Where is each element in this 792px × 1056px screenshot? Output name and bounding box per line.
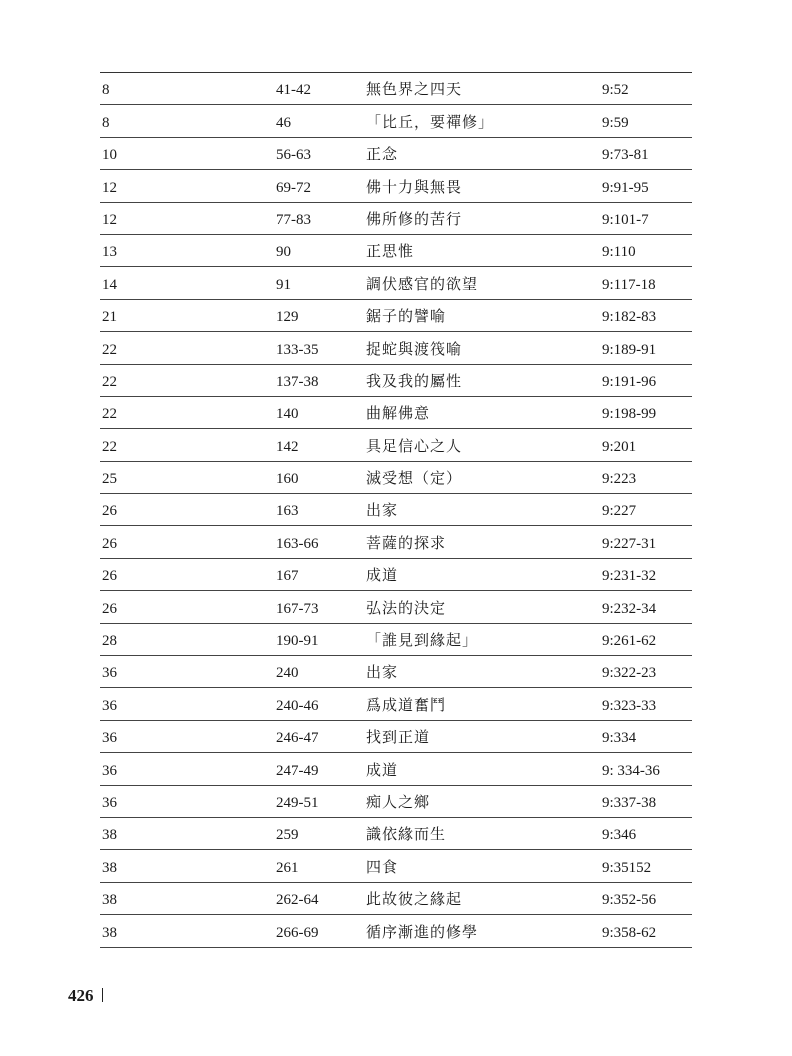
sutta-number-cell: 22	[102, 438, 117, 455]
table-row	[100, 203, 692, 235]
sutta-number-cell: 36	[102, 665, 117, 682]
page-range-cell: 266-69	[276, 924, 319, 941]
page-range-cell: 41-42	[276, 82, 311, 99]
table-row	[100, 462, 692, 494]
table-row	[100, 235, 692, 267]
table-row	[100, 559, 692, 591]
topic-cell: 曲解佛意	[366, 406, 431, 423]
reference-cell: 9:337-38	[602, 794, 657, 811]
reference-cell: 9:358-62	[602, 924, 657, 941]
sutta-number-cell: 36	[102, 762, 117, 779]
page-range-cell: 69-72	[276, 179, 311, 196]
reference-cell: 9:346	[602, 827, 637, 844]
reference-cell: 9:52	[602, 82, 629, 99]
topic-cell: 四食	[366, 859, 399, 876]
topic-cell: 無色界之四天	[366, 82, 463, 99]
topic-cell: 我及我的屬性	[366, 373, 463, 390]
topic-cell: 鋸子的譬喻	[366, 309, 447, 326]
reference-cell: 9:198-99	[602, 406, 657, 423]
reference-cell: 9:232-34	[602, 600, 657, 617]
reference-cell: 9:261-62	[602, 633, 657, 650]
sutta-number-cell: 8	[102, 114, 110, 131]
sutta-number-cell: 36	[102, 730, 117, 747]
page-range-cell: 56-63	[276, 147, 311, 164]
page-range-cell: 247-49	[276, 762, 319, 779]
reference-cell: 9:227	[602, 503, 637, 520]
page-range-cell: 259	[276, 827, 299, 844]
reference-cell: 9:191-96	[602, 373, 657, 390]
page-range-cell: 190-91	[276, 633, 319, 650]
table-row	[100, 73, 692, 105]
topic-cell: 爲成道奮鬥	[366, 697, 447, 714]
table-row	[100, 526, 692, 558]
page-range-cell: 77-83	[276, 211, 311, 228]
table-row	[100, 170, 692, 202]
page-range-cell: 261	[276, 859, 299, 876]
topic-cell: 此故彼之緣起	[366, 892, 463, 909]
table-row	[100, 365, 692, 397]
page-number: 426	[68, 986, 94, 1005]
topic-cell: 弘法的決定	[366, 600, 447, 617]
topic-cell: 痴人之鄉	[366, 794, 431, 811]
reference-cell: 9:322-23	[602, 665, 657, 682]
reference-cell: 9:117-18	[602, 276, 656, 293]
page-number-divider	[102, 988, 103, 1002]
sutta-number-cell: 38	[102, 827, 117, 844]
page-range-cell: 137-38	[276, 373, 319, 390]
reference-cell: 9:334	[602, 730, 637, 747]
table-row	[100, 300, 692, 332]
page-range-cell: 140	[276, 406, 299, 423]
sutta-number-cell: 26	[102, 568, 117, 585]
topic-cell: 佛十力與無畏	[366, 179, 463, 196]
table-row	[100, 721, 692, 753]
sutta-number-cell: 22	[102, 406, 117, 423]
sutta-number-cell: 38	[102, 859, 117, 876]
reference-cell: 9:227-31	[602, 535, 657, 552]
sutta-number-cell: 12	[102, 211, 117, 228]
page-range-cell: 90	[276, 244, 291, 261]
table-row	[100, 332, 692, 364]
topic-cell: 滅受想（定）	[366, 471, 463, 488]
page-range-cell: 129	[276, 309, 299, 326]
topic-cell: 捉蛇與渡筏喻	[366, 341, 463, 358]
table-row	[100, 786, 692, 818]
reference-cell: 9:323-33	[602, 697, 657, 714]
reference-cell: 9:223	[602, 471, 637, 488]
topic-cell: 具足信心之人	[366, 438, 463, 455]
sutta-number-cell: 38	[102, 892, 117, 909]
sutta-number-cell: 26	[102, 600, 117, 617]
page-range-cell: 262-64	[276, 892, 319, 909]
page-footer	[68, 986, 103, 1006]
sutta-number-cell: 14	[102, 276, 117, 293]
reference-cell: 9:231-32	[602, 568, 657, 585]
topic-cell: 菩薩的探求	[366, 535, 447, 552]
sutta-number-cell: 28	[102, 633, 117, 650]
page-range-cell: 133-35	[276, 341, 319, 358]
sutta-number-cell: 25	[102, 471, 117, 488]
reference-cell: 9:201	[602, 438, 637, 455]
reference-cell: 9:91-95	[602, 179, 649, 196]
table-row	[100, 429, 692, 461]
table-row	[100, 915, 692, 947]
sutta-number-cell: 26	[102, 503, 117, 520]
page-range-cell: 167-73	[276, 600, 319, 617]
reference-cell: 9:73-81	[602, 147, 649, 164]
table-row	[100, 591, 692, 623]
table-row	[100, 883, 692, 915]
topic-cell: 調伏感官的欲望	[366, 276, 479, 293]
topic-cell: 「比丘，要禪修」	[366, 114, 495, 131]
sutta-number-cell: 26	[102, 535, 117, 552]
topic-cell: 找到正道	[366, 730, 431, 747]
table-row	[100, 656, 692, 688]
topic-cell: 識依緣而生	[366, 827, 447, 844]
table-row	[100, 138, 692, 170]
page-range-cell: 240-46	[276, 697, 319, 714]
reference-cell: 9:35152	[602, 859, 652, 876]
page-range-cell: 46	[276, 114, 291, 131]
sutta-number-cell: 22	[102, 341, 117, 358]
table-row	[100, 494, 692, 526]
sutta-number-cell: 10	[102, 147, 117, 164]
page-range-cell: 163-66	[276, 535, 319, 552]
topic-cell: 成道	[366, 762, 399, 779]
topic-cell: 出家	[366, 503, 399, 520]
page-range-cell: 160	[276, 471, 299, 488]
sutta-number-cell: 8	[102, 82, 110, 99]
topic-cell: 循序漸進的修學	[366, 924, 479, 941]
reference-cell: 9:352-56	[602, 892, 657, 909]
sutta-number-cell: 21	[102, 309, 117, 326]
reference-cell: 9:101-7	[602, 211, 649, 228]
table-row	[100, 753, 692, 785]
page-range-cell: 142	[276, 438, 299, 455]
topic-cell: 正念	[366, 147, 399, 164]
sutta-number-cell: 22	[102, 373, 117, 390]
sutta-number-cell: 38	[102, 924, 117, 941]
page-range-cell: 249-51	[276, 794, 319, 811]
table-row	[100, 624, 692, 656]
page-range-cell: 163	[276, 503, 299, 520]
sutta-number-cell: 12	[102, 179, 117, 196]
table-row	[100, 688, 692, 720]
table-row	[100, 818, 692, 850]
reference-cell: 9:59	[602, 114, 629, 131]
topic-cell: 出家	[366, 665, 399, 682]
topic-cell: 「誰見到緣起」	[366, 633, 479, 650]
sutta-number-cell: 36	[102, 794, 117, 811]
table-row	[100, 397, 692, 429]
reference-cell: 9: 334-36	[602, 762, 660, 779]
table-row	[100, 267, 692, 299]
table-row	[100, 850, 692, 882]
page-range-cell: 167	[276, 568, 299, 585]
table-row	[100, 105, 692, 137]
sutta-number-cell: 13	[102, 244, 117, 261]
page-range-cell: 246-47	[276, 730, 319, 747]
page-range-cell: 91	[276, 276, 291, 293]
topic-cell: 成道	[366, 568, 399, 585]
topic-cell: 正思惟	[366, 244, 415, 261]
sutta-number-cell: 36	[102, 697, 117, 714]
reference-cell: 9:189-91	[602, 341, 657, 358]
reference-cell: 9:182-83	[602, 309, 657, 326]
topic-cell: 佛所修的苦行	[366, 211, 463, 228]
reference-table	[100, 72, 692, 948]
reference-cell: 9:110	[602, 244, 636, 261]
page-range-cell: 240	[276, 665, 299, 682]
